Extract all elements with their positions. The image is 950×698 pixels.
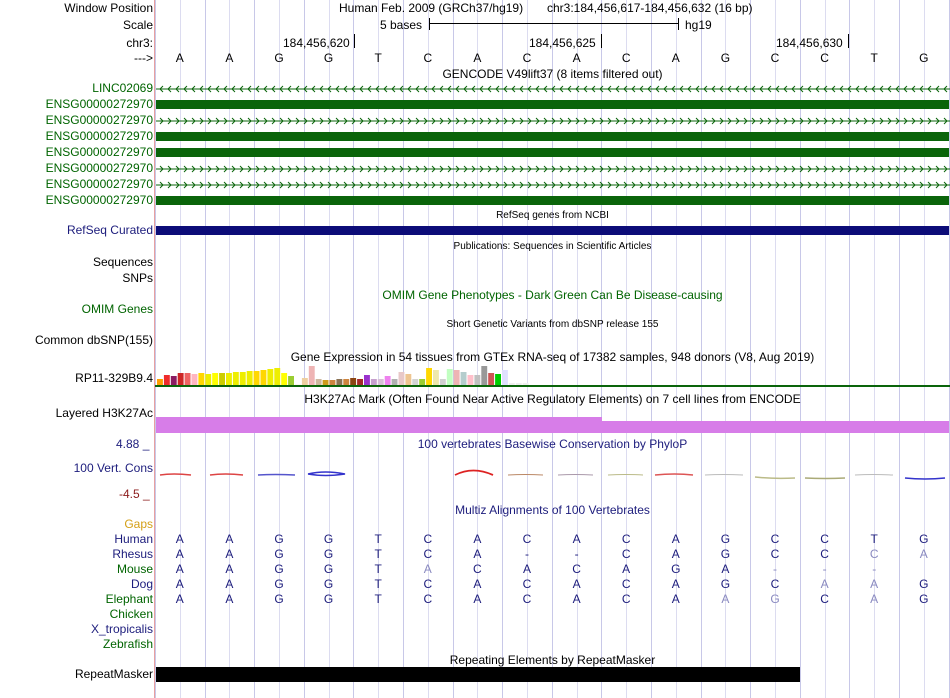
multiz-species-label[interactable]: X_tropicalis [90, 622, 153, 636]
label-divider [154, 0, 155, 698]
phylop-label[interactable]: 100 Vert. Cons [73, 461, 153, 475]
coord-label: 184,456,625 [529, 36, 596, 50]
omim-label[interactable]: OMIM Genes [81, 302, 153, 316]
aligned-base: T [870, 532, 878, 546]
aligned-base: - [525, 547, 529, 561]
aligned-base: G [770, 592, 780, 606]
aligned-base: C [423, 577, 433, 591]
gtex-tissue-bar [336, 379, 342, 385]
coord-label: 184,456,620 [283, 36, 350, 50]
aligned-base: T [374, 577, 382, 591]
aligned-base: G [274, 532, 284, 546]
gencode-intron-forward[interactable] [156, 164, 950, 174]
aligned-base: A [225, 577, 234, 591]
scale-label: Scale [122, 18, 153, 32]
aligned-base: C [621, 577, 631, 591]
gtex-tissue-bar [364, 375, 370, 385]
aligned-base: A [721, 592, 730, 606]
gencode-item-label[interactable]: ENSG00000272970 [45, 193, 153, 207]
aligned-base: C [820, 592, 829, 606]
aligned-base: C [473, 562, 482, 576]
aligned-base: G [274, 577, 284, 591]
gtex-tissue-bar [178, 373, 184, 385]
aligned-base: G [323, 577, 334, 591]
aligned-base: G [274, 547, 284, 561]
aligned-base: A [473, 577, 482, 591]
dbsnp-title[interactable]: Short Genetic Variants from dbSNP release 155 [446, 319, 659, 330]
aligned-base: A [572, 532, 581, 546]
gtex-tissue-bar [288, 376, 294, 385]
aligned-base: G [720, 532, 731, 546]
aligned-base: T [374, 547, 382, 561]
aligned-base: A [423, 562, 432, 576]
aligned-base: G [919, 592, 929, 606]
gtex-tissue-bar [212, 373, 218, 385]
gencode-exon-bar[interactable] [156, 196, 949, 205]
gtex-tissue-bar [330, 380, 336, 385]
scale-bar [429, 18, 679, 30]
gtex-tissue-bar [440, 379, 446, 385]
h3k27ac-label[interactable]: Layered H3K27Ac [55, 406, 153, 420]
reference-base: C [621, 51, 631, 65]
gencode-item-label[interactable]: ENSG00000272970 [45, 145, 153, 159]
gtex-tissue-bar [481, 366, 487, 385]
gencode-item-label[interactable]: ENSG00000272970 [45, 113, 153, 127]
gencode-item-label[interactable]: LINC02069 [92, 81, 153, 95]
gtex-tissue-bar [350, 378, 356, 385]
multiz-species-label[interactable]: Chicken [109, 607, 153, 621]
reference-base: G [720, 51, 731, 65]
reference-base: G [323, 51, 334, 65]
reference-base: C [820, 51, 829, 65]
scale-db: hg19 [685, 18, 712, 32]
aligned-base: A [473, 547, 482, 561]
gtex-tissue-bar [433, 370, 439, 385]
aligned-base: A [473, 532, 482, 546]
position-readout: chr3:184,456,617-184,456,632 (16 bp) [547, 1, 753, 15]
gtex-tissue-bar [357, 379, 363, 385]
reference-base: A [572, 51, 581, 65]
aligned-base: A [225, 562, 234, 576]
multiz-title[interactable]: Multiz Alignments of 100 Vertebrates [455, 503, 650, 517]
gtex-tissue-bar [412, 379, 418, 385]
multiz-species-label[interactable]: Zebrafish [102, 637, 153, 651]
gtex-tissue-bar [447, 369, 453, 385]
aligned-base: T [374, 532, 382, 546]
reference-base: A [175, 51, 184, 65]
gtex-tissue-bar [488, 373, 494, 385]
gtex-tissue-bar [495, 374, 501, 385]
aligned-base: A [572, 577, 581, 591]
gtex-tissue-bar [468, 375, 474, 385]
aligned-base: - [872, 562, 877, 576]
aligned-base: A [473, 592, 482, 606]
repeatmasker-element[interactable] [156, 667, 800, 682]
multiz-species-label[interactable]: Dog [130, 577, 153, 591]
gtex-tissue-bar [164, 375, 170, 385]
gencode-item-label[interactable]: ENSG00000272970 [45, 97, 153, 111]
strand-label: ---> [134, 51, 153, 65]
aligned-base: G [323, 532, 334, 546]
gtex-tissue-bar [502, 370, 508, 385]
h3k27ac-signal-low[interactable] [602, 421, 949, 433]
aligned-base: A [870, 592, 879, 606]
gencode-intron-forward[interactable] [156, 116, 950, 126]
snps-label[interactable]: SNPs [122, 271, 153, 285]
aligned-base: A [225, 532, 234, 546]
aligned-base: A [175, 592, 184, 606]
scale-text: 5 bases [380, 18, 423, 32]
aligned-base: A [175, 577, 184, 591]
aligned-base: C [522, 532, 532, 546]
coord-tick [354, 34, 355, 48]
aligned-base: A [671, 532, 680, 546]
aligned-base: - [574, 547, 579, 561]
aligned-base: C [621, 547, 631, 561]
gtex-tissue-bar [371, 379, 377, 385]
aligned-base: A [175, 532, 184, 546]
gencode-exon-bar[interactable] [156, 100, 949, 109]
gtex-tissue-bar [295, 384, 301, 385]
aligned-base: A [622, 562, 631, 576]
aligned-base: G [274, 592, 284, 606]
aligned-base: A [175, 547, 184, 561]
aligned-base: A [225, 592, 234, 606]
aligned-base: A [870, 577, 879, 591]
refseq-label[interactable]: RefSeq Curated [66, 223, 153, 237]
gtex-tissue-bar [254, 371, 260, 385]
multiz-species-label[interactable]: Mouse [116, 562, 153, 576]
gtex-tissue-bar [198, 373, 204, 385]
gtex-tissue-bar [309, 366, 315, 385]
gtex-tissue-bar [419, 379, 425, 385]
gtex-tissue-bar [171, 376, 177, 385]
h3k27ac-signal-high[interactable] [156, 417, 602, 433]
aligned-base: C [423, 592, 433, 606]
aligned-base: A [671, 547, 680, 561]
coord-tick [601, 34, 602, 48]
aligned-base: A [175, 562, 184, 576]
gtex-tissue-bar [316, 379, 322, 385]
aligned-base: C [770, 547, 780, 561]
gtex-tissue-bar [454, 370, 460, 385]
assembly-title: Human Feb. 2009 (GRCh37/hg19) [339, 1, 524, 15]
gtex-tissue-bar [267, 369, 273, 385]
coord-tick [848, 34, 849, 48]
refseq-gene-bar[interactable] [156, 226, 949, 235]
refseq-title[interactable]: RefSeq genes from NCBI [496, 210, 609, 221]
gencode-item-label[interactable]: ENSG00000272970 [45, 129, 153, 143]
aligned-base: - [822, 562, 827, 576]
gtex-tissue-bar [378, 379, 384, 385]
gtex-tissue-bar [323, 380, 329, 385]
multiz-species-label[interactable]: Elephant [105, 592, 153, 606]
gtex-tissue-bar [192, 374, 198, 385]
reference-base: C [770, 51, 780, 65]
dbsnp-label[interactable]: Common dbSNP(155) [34, 333, 153, 347]
aligned-base: C [572, 562, 581, 576]
aligned-base: C [770, 532, 780, 546]
gaps-label[interactable]: Gaps [124, 517, 153, 531]
gtex-tissue-bar [302, 378, 308, 385]
aligned-base: C [770, 577, 780, 591]
gtex-tissue-bar [261, 370, 267, 385]
reference-base: C [423, 51, 433, 65]
h3k27ac-title[interactable]: H3K27Ac Mark (Often Found Near Active Regulatory Elements) on 7 cell lines from ENCODE [304, 392, 801, 406]
aligned-base: A [225, 547, 234, 561]
aligned-base: C [522, 592, 532, 606]
gtex-tissue-bar [461, 372, 467, 385]
aligned-base: G [720, 547, 731, 561]
aligned-base: A [919, 547, 928, 561]
repeatmasker-title[interactable]: Repeating Elements by RepeatMasker [449, 653, 656, 667]
reference-base: T [374, 51, 382, 65]
aligned-base: G [720, 577, 731, 591]
aligned-base: G [919, 577, 929, 591]
aligned-base: C [621, 532, 631, 546]
aligned-base: A [522, 562, 531, 576]
aligned-base: G [671, 562, 681, 576]
gtex-tissue-bar [205, 374, 211, 385]
multiz-species-label[interactable]: Human [114, 532, 153, 546]
gtex-tissue-bar [226, 373, 232, 385]
aligned-base: G [323, 592, 334, 606]
reference-base: G [274, 51, 284, 65]
phylop-ymin: -4.5 _ [119, 487, 150, 501]
aligned-base: G [919, 532, 929, 546]
gtex-tissue-bar [523, 383, 529, 385]
aligned-base: C [522, 577, 532, 591]
aligned-base: C [423, 547, 433, 561]
gtex-bar-chart[interactable] [155, 364, 950, 388]
gencode-intron-forward[interactable] [156, 180, 950, 190]
gtex-tissue-bar [240, 372, 246, 385]
reference-base: T [870, 51, 878, 65]
aligned-base: A [572, 592, 581, 606]
phylop-wiggle[interactable] [155, 462, 950, 486]
gtex-tissue-bar [281, 373, 287, 385]
coord-label: 184,456,630 [776, 36, 843, 50]
gtex-tissue-bar [399, 372, 405, 385]
aligned-base: G [274, 562, 284, 576]
aligned-base: T [374, 592, 382, 606]
aligned-base: A [820, 577, 829, 591]
chrom-label: chr3: [126, 36, 153, 50]
publications-title[interactable]: Publications: Sequences in Scientific Articles [453, 241, 652, 252]
gencode-intron-reverse[interactable] [156, 84, 950, 94]
gtex-tissue-bar [219, 373, 225, 385]
reference-base: G [919, 51, 929, 65]
gtex-label[interactable]: RP11-329B9.4 [75, 371, 153, 385]
aligned-base: - [773, 562, 777, 576]
gencode-title[interactable]: GENCODE V49lift37 (8 items filtered out) [442, 67, 663, 81]
gtex-tissue-bar [157, 379, 163, 385]
omim-title[interactable]: OMIM Gene Phenotypes - Dark Green Can Be Disease-causing [382, 288, 723, 302]
gencode-item-label[interactable]: ENSG00000272970 [45, 177, 153, 191]
reference-base: C [522, 51, 532, 65]
aligned-base: A [671, 577, 680, 591]
phylop-title[interactable]: 100 vertebrates Basewise Conservation by PhyloP [417, 437, 688, 451]
gtex-tissue-bar [474, 375, 480, 385]
gtex-title[interactable]: Gene Expression in 54 tissues from GTEx RNA-seq of 17382 samples, 948 donors (V8, Aug 2019) [290, 350, 815, 364]
phylop-ymax: 4.88 _ [116, 437, 150, 451]
gtex-tissue-bar [392, 379, 398, 385]
gtex-tissue-bar [509, 383, 515, 385]
aligned-base: G [323, 562, 334, 576]
gtex-tissue-bar [426, 368, 432, 385]
aligned-base: A [671, 592, 680, 606]
aligned-base: C [820, 547, 829, 561]
aligned-base: C [423, 532, 433, 546]
multiz-species-label[interactable]: Rhesus [112, 547, 153, 561]
gtex-tissue-bar [343, 379, 349, 385]
gtex-tissue-bar [233, 372, 239, 385]
window-position-label: Window Position [64, 1, 153, 15]
aligned-base: C [869, 547, 879, 561]
gtex-tissue-bar [247, 371, 253, 385]
aligned-base: C [820, 532, 829, 546]
aligned-base: C [621, 592, 631, 606]
aligned-base: G [323, 547, 334, 561]
gencode-item-label[interactable]: ENSG00000272970 [45, 161, 153, 175]
reference-base: A [671, 51, 680, 65]
gtex-tissue-bar [385, 376, 391, 385]
gencode-exon-bar[interactable] [156, 132, 949, 141]
gtex-tissue-bar [405, 374, 411, 385]
reference-base: A [225, 51, 234, 65]
aligned-base: T [374, 562, 382, 576]
aligned-base: A [721, 562, 730, 576]
gtex-tissue-bar [516, 383, 522, 385]
gencode-exon-bar[interactable] [156, 148, 949, 157]
gtex-tissue-bar [185, 373, 191, 385]
reference-base: A [473, 51, 482, 65]
gtex-tissue-bar [274, 368, 280, 385]
repeatmasker-label[interactable]: RepeatMasker [74, 667, 153, 681]
sequences-label[interactable]: Sequences [92, 255, 153, 269]
